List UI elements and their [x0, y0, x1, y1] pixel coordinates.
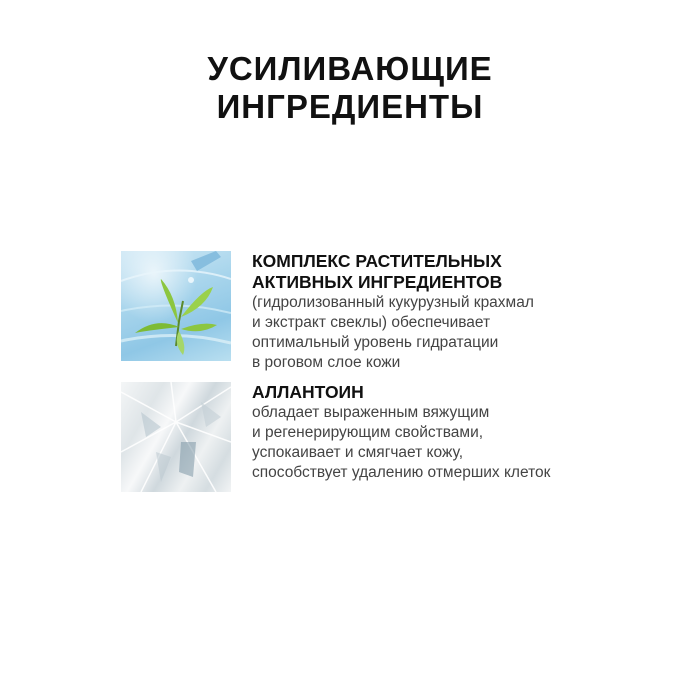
ingredient-heading: КОМПЛЕКС РАСТИТЕЛЬНЫХ АКТИВНЫХ ИНГРЕДИЕНТОВ: [252, 251, 503, 292]
ingredient-allantoin: [121, 382, 550, 492]
page-title-line-2: ИНГРЕДИЕНТЫ: [216, 88, 484, 125]
ingredient-description: обладает выраженным вяжущим и регенерирующим свойствами, успокаивает и смягчает кожу, способствует удалению отмерших клеток: [252, 404, 551, 481]
crystal-texture-image: [121, 382, 231, 492]
plant-sprout-image: [121, 251, 231, 361]
ingredient-plant-complex: [121, 251, 534, 373]
page-title-line-1: УСИЛИВАЮЩИЕ: [207, 50, 493, 87]
ingredient-description: (гидролизованный кукурузный крахмал и экстракт свеклы) обеспечивает оптимальный уровень гидратации в роговом слое кожи: [252, 294, 534, 371]
page-title: [0, 50, 700, 126]
crystal-icon: [121, 382, 231, 492]
plant-icon: [121, 251, 231, 361]
ingredient-heading: АЛЛАНТОИН: [252, 382, 364, 402]
